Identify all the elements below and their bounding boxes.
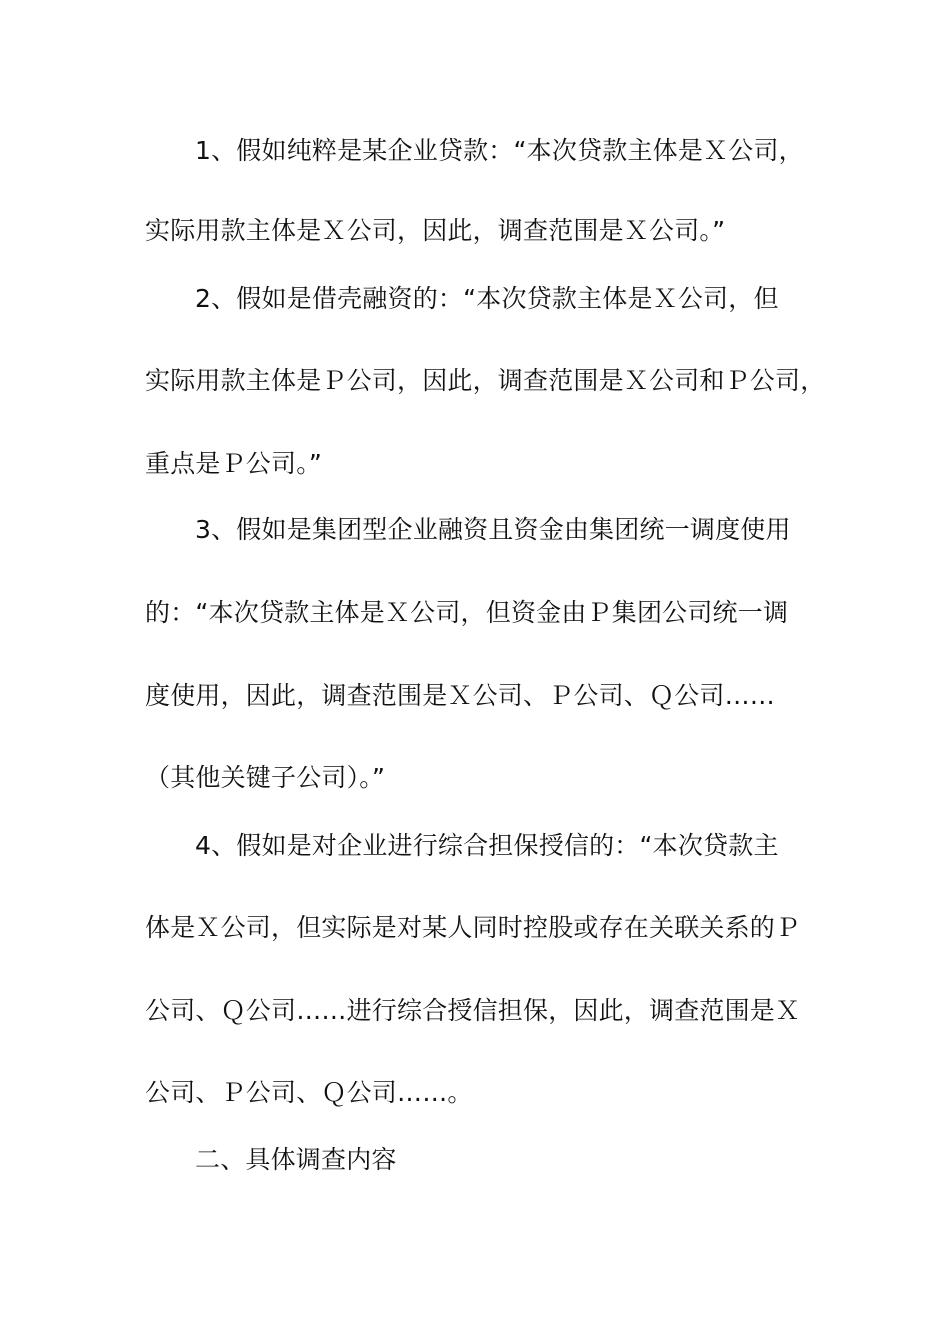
- paragraph-3-line-1: 3、假如是集团型企业融资且资金由集团统一调度使用: [195, 515, 791, 544]
- paragraph-2-line-1: 2、假如是借壳融资的：“本次贷款主体是Ｘ公司，但: [195, 284, 779, 313]
- paragraph-1-line-1: 1、假如纯粹是某企业贷款：“本次贷款主体是Ｘ公司，: [195, 136, 804, 165]
- paragraph-4-line-3: 公司、Ｑ公司……进行综合授信担保，因此，调查范围是Ｘ: [145, 996, 801, 1025]
- paragraph-2-line-2: 实际用款主体是Ｐ公司，因此，调查范围是Ｘ公司和Ｐ公司，: [145, 366, 826, 395]
- paragraph-1-line-2: 实际用款主体是Ｘ公司，因此，调查范围是Ｘ公司。”: [145, 216, 726, 245]
- paragraph-4-line-1: 4、假如是对企业进行综合担保授信的：“本次贷款主: [195, 831, 779, 860]
- paragraph-3-line-4: （其他关键子公司）。”: [145, 763, 386, 792]
- paragraph-4-line-2: 体是Ｘ公司，但实际是对某人同时控股或存在关联关系的Ｐ: [145, 913, 801, 942]
- paragraph-3-line-3: 度使用，因此，调查范围是Ｘ公司、Ｐ公司、Ｑ公司……: [145, 681, 776, 710]
- section-heading: 二、具体调查内容: [195, 1145, 397, 1174]
- paragraph-3-line-2: 的：“本次贷款主体是Ｘ公司，但资金由Ｐ集团公司统一调: [145, 598, 789, 627]
- paragraph-2-line-3: 重点是Ｐ公司。”: [145, 449, 323, 478]
- paragraph-4-line-4: 公司、Ｐ公司、Ｑ公司……。: [145, 1078, 473, 1107]
